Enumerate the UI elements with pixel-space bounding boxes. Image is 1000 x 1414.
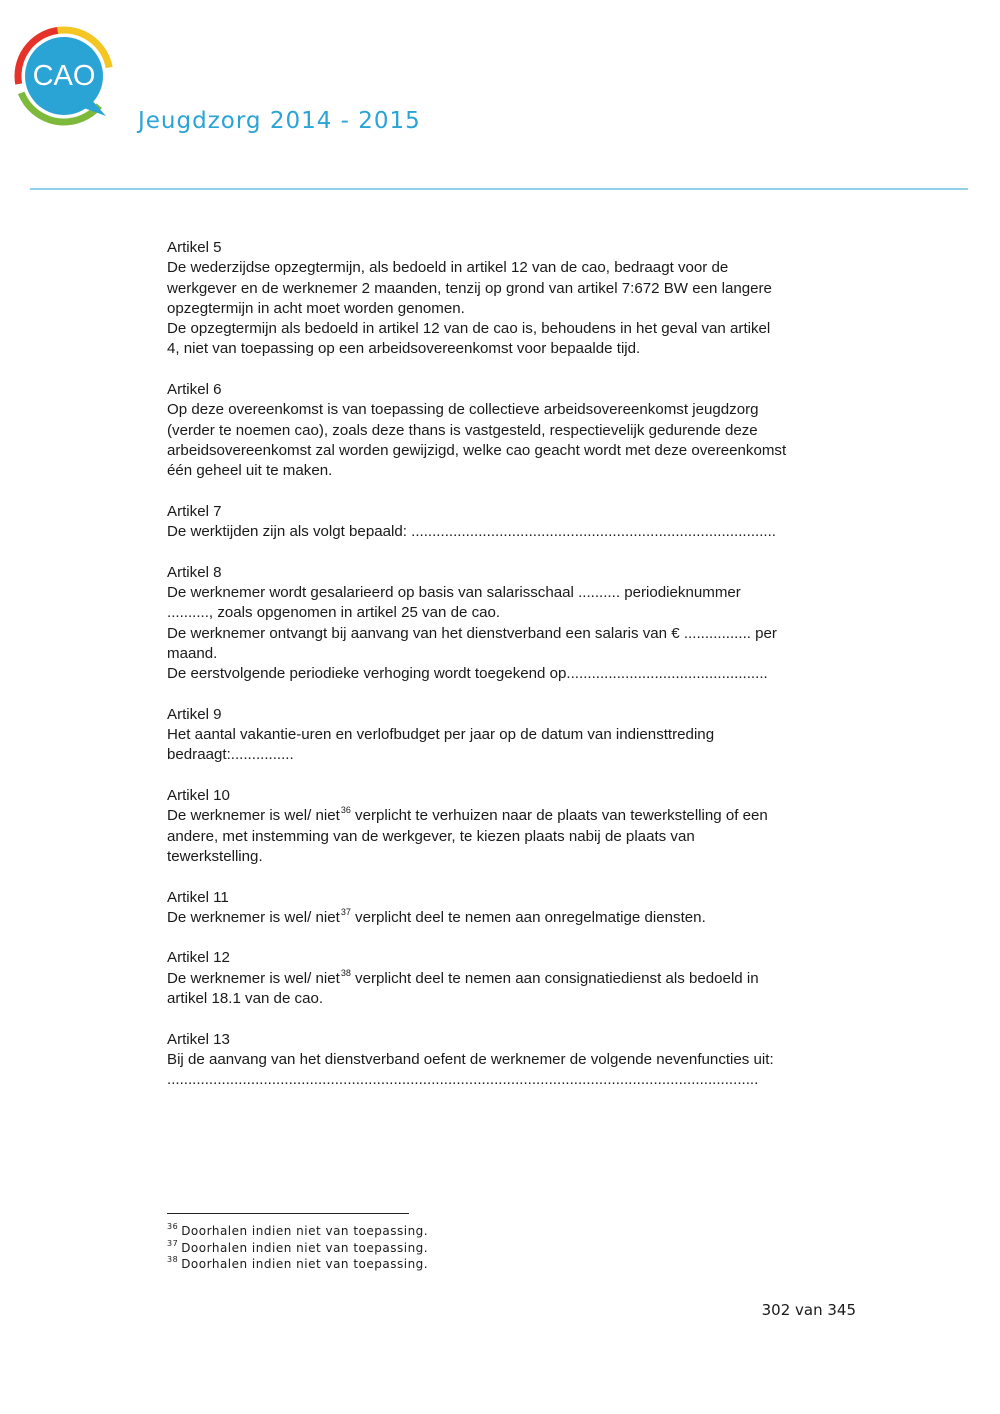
article-text: verplicht deel te nemen aan onregelmatige diensten. (350, 908, 706, 926)
logo-text: CAO (32, 59, 96, 92)
footnote-text: Doorhalen indien niet van toepassing. (181, 1224, 429, 1238)
article (167, 502, 867, 543)
footnote (167, 1256, 428, 1273)
article (167, 1030, 867, 1091)
article-line: Op deze overeenkomst is van toepassing de collectieve arbeidsovereenkomst jeugdzorg (167, 401, 759, 419)
article-line: De opzegtermijn als bedoeld in artikel 12 van de cao is, behoudens in het geval van artikel (167, 320, 771, 338)
cao-logo (14, 26, 124, 136)
article-line: ............................................................................................................................................. (167, 1071, 759, 1089)
page-number: 302 van 345 (761, 1301, 856, 1319)
article-line: artikel 18.1 van de cao. (167, 989, 324, 1007)
article-text: verplicht deel te nemen aan consignatiedienst als bedoeld in (350, 969, 759, 987)
footnote-number: 36 (167, 1222, 179, 1231)
article-text: verplicht te verhuizen naar de plaats van tewerkstelling of een (350, 807, 768, 825)
article-heading: Artikel 11 (167, 888, 229, 906)
document-body (167, 238, 867, 1111)
article-text: De werknemer is wel/ niet (167, 969, 340, 987)
article-line: bedraagt:............... (167, 746, 294, 764)
article-heading: Artikel 6 (167, 381, 222, 399)
header-divider (30, 188, 968, 190)
article-line (167, 908, 867, 928)
article (167, 705, 867, 766)
article-line: opzegtermijn in acht moet worden genomen. (167, 299, 465, 317)
footnote (167, 1240, 428, 1257)
article-line: De werknemer ontvangt bij aanvang van het dienstverband een salaris van € ................ per (167, 624, 777, 642)
article-line: (verder te noemen cao), zoals deze thans is vastgesteld, respectievelijk gedurende deze (167, 421, 758, 439)
article-line: 4, niet van toepassing op een arbeidsovereenkomst voor bepaalde tijd. (167, 340, 641, 358)
article-heading: Artikel 10 (167, 787, 230, 805)
footnote-number: 38 (167, 1255, 179, 1264)
article (167, 948, 867, 1009)
footnote-text: Doorhalen indien niet van toepassing. (181, 1240, 429, 1255)
article-heading: Artikel 5 (167, 239, 222, 256)
document-title: Jeugdzorg 2014 - 2015 (138, 108, 421, 134)
article-text: De werknemer is wel/ niet (167, 807, 340, 825)
article-heading: Artikel 13 (167, 1030, 230, 1048)
footnote-reference: 36 (340, 805, 351, 816)
article-line: De werknemer wordt gesalarieerd op basis van salarisschaal .......... periodieknummer (167, 584, 741, 602)
article-line: De eerstvolgende periodieke verhoging wordt toegekend op................................................ (167, 665, 768, 683)
footnote-divider (167, 1213, 409, 1214)
footnote-number: 37 (167, 1238, 179, 1248)
article-text: De werknemer is wel/ niet (167, 908, 340, 926)
footnote-reference: 38 (340, 967, 351, 978)
article-line: De werktijden zijn als volgt bepaald: ....................................................................................... (167, 523, 776, 541)
article-line: Bij de aanvang van het dienstverband oefent de werknemer de volgende nevenfuncties uit: (167, 1050, 774, 1068)
footnotes (167, 1223, 428, 1273)
article-line (167, 969, 867, 989)
article-line: arbeidsovereenkomst zal worden gewijzigd, welke cao geacht wordt met deze overeenkomst (167, 441, 787, 459)
footnote (167, 1223, 428, 1240)
footnote-reference: 37 (340, 906, 351, 917)
article-heading: Artikel 7 (167, 502, 222, 520)
article-line (167, 806, 867, 826)
article-line: werkgever en de werknemer 2 maanden, tenzij op grond van artikel 7:672 BW een langere (167, 279, 772, 297)
footnote-text: Doorhalen indien niet van toepassing. (181, 1257, 429, 1271)
article (167, 888, 867, 929)
article (167, 238, 867, 360)
article-heading: Artikel 8 (167, 563, 222, 581)
article (167, 563, 867, 685)
article-line: andere, met instemming van de werkgever, te kiezen plaats nabij de plaats van (167, 827, 695, 845)
article-line: De wederzijdse opzegtermijn, als bedoeld in artikel 12 van de cao, bedraagt voor de (167, 259, 729, 277)
article-heading: Artikel 9 (167, 705, 222, 723)
article-line: Het aantal vakantie-uren en verlofbudget per jaar op de datum van indiensttreding (167, 726, 715, 744)
article-line: .........., zoals opgenomen in artikel 25 van de cao. (167, 604, 501, 622)
article (167, 786, 867, 867)
article-line: één geheel uit te maken. (167, 462, 333, 480)
article (167, 380, 867, 481)
article-line: maand. (167, 644, 218, 662)
article-line: tewerkstelling. (167, 847, 263, 865)
article-heading: Artikel 12 (167, 949, 230, 967)
